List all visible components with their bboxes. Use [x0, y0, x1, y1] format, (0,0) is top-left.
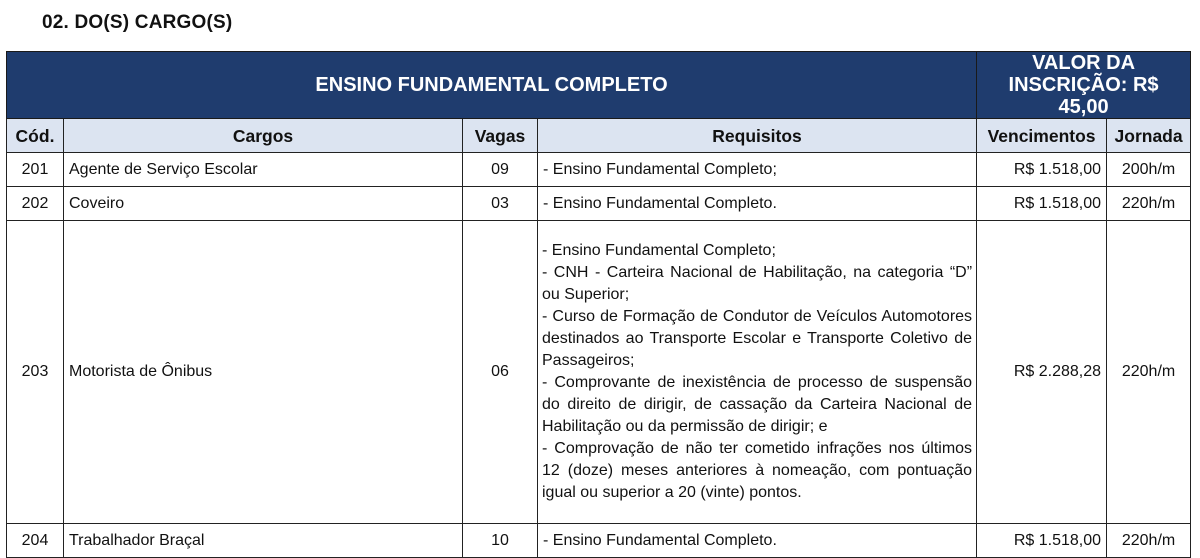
cell-vagas: 06 [463, 221, 538, 524]
table-row [7, 221, 1191, 524]
cell-cargo: Coveiro [64, 187, 463, 221]
cell-requisitos [538, 524, 977, 558]
cell-cod: 201 [7, 153, 64, 187]
cell-vagas: 09 [463, 153, 538, 187]
cell-jornada: 200h/m [1107, 153, 1191, 187]
table-row [7, 187, 1191, 221]
cell-jornada: 220h/m [1107, 524, 1191, 558]
requisito-item: - Ensino Fundamental Completo; [543, 160, 777, 178]
cell-requisitos [538, 221, 977, 524]
cell-requisitos [538, 153, 977, 187]
header-jornada: Jornada [1107, 119, 1191, 153]
requisito-item: - Ensino Fundamental Completo; [542, 242, 776, 259]
cell-vencimento: R$ 2.288,28 [977, 221, 1107, 524]
requisito-item: - Comprovante de inexistência de processo de suspensão do direito de dirigir, de cassação da Carteira Nacional de Habilitação ou da permissão de dirigir; e [542, 374, 973, 435]
cell-vagas: 10 [463, 524, 538, 558]
cell-cod: 202 [7, 187, 64, 221]
cell-cod: 203 [7, 221, 64, 524]
cell-cod: 204 [7, 524, 64, 558]
header-row [7, 119, 1191, 153]
cargos-table [6, 51, 1191, 558]
table-row [7, 153, 1191, 187]
requisito-item: - Comprovação de não ter cometido infrações nos últimos 12 (doze) meses anteriores à nomeação, com pontuação igual ou superior a 20 (vinte) pontos. [542, 440, 973, 501]
section-title: 02. DO(S) CARGO(S) [42, 12, 233, 33]
cell-jornada: 220h/m [1107, 187, 1191, 221]
registration-fee-banner: VALOR DA INSCRIÇÃO: R$ 45,00 [977, 52, 1191, 119]
header-cod: Cód. [7, 119, 64, 153]
header-vencimentos: Vencimentos [977, 119, 1107, 153]
requisito-item: - CNH - Carteira Nacional de Habilitação, na categoria “D” ou Superior; [542, 264, 973, 303]
cell-requisitos [538, 187, 977, 221]
cell-vagas: 03 [463, 187, 538, 221]
header-requisitos: Requisitos [538, 119, 977, 153]
table-row [7, 524, 1191, 558]
requisito-item: - Curso de Formação de Condutor de Veículos Automotores destinados ao Transporte Escolar e Transporte Coletivo de Passageiros; [542, 308, 973, 369]
cell-cargo: Trabalhador Braçal [64, 524, 463, 558]
banner-row [7, 52, 1191, 119]
cell-vencimento: R$ 1.518,00 [977, 524, 1107, 558]
education-level-banner: ENSINO FUNDAMENTAL COMPLETO [7, 52, 977, 119]
cell-jornada: 220h/m [1107, 221, 1191, 524]
header-vagas: Vagas [463, 119, 538, 153]
cell-cargo: Motorista de Ônibus [64, 221, 463, 524]
requisito-item: - Ensino Fundamental Completo. [543, 194, 777, 212]
cell-cargo: Agente de Serviço Escolar [64, 153, 463, 187]
requisito-item: - Ensino Fundamental Completo. [543, 531, 777, 549]
cell-vencimento: R$ 1.518,00 [977, 153, 1107, 187]
cell-vencimento: R$ 1.518,00 [977, 187, 1107, 221]
header-cargos: Cargos [64, 119, 463, 153]
